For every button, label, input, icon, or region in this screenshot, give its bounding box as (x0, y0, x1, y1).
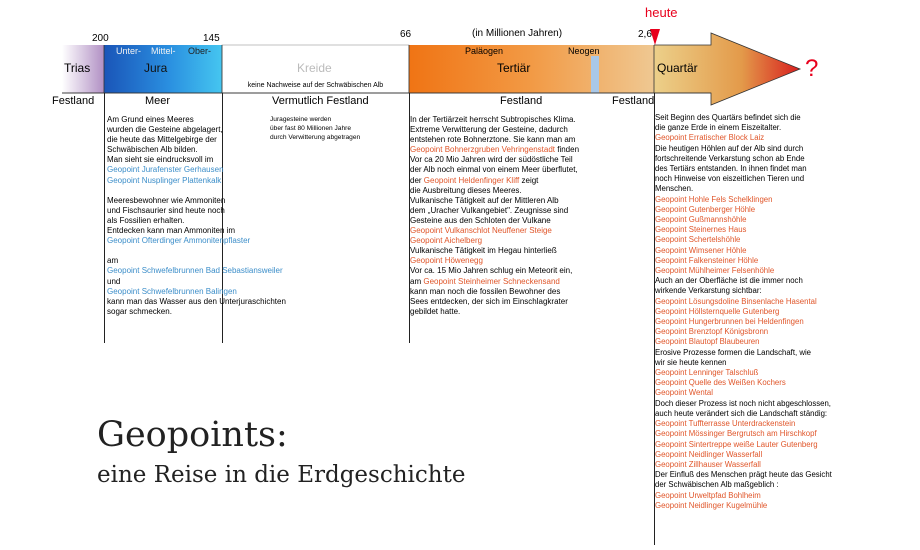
geopoint-link[interactable]: Geopoint Erratischer Block Laiz (655, 133, 765, 143)
tertiaer-band (409, 45, 654, 93)
text-line: Extreme Verwitterung der Gesteine, dadurch (410, 125, 568, 135)
text-line: wirkende Verkarstung sichtbar: (655, 286, 762, 296)
text-line: und (107, 276, 121, 286)
period-quartaer: Quartär (657, 61, 698, 75)
geopoint-link[interactable]: Geopoint Blautopf Blaubeuren (655, 337, 760, 347)
text-line: Sees entdecken, der sich im Einschlagkrater (410, 296, 568, 306)
text-line: Man sieht sie eindrucksvoll im (107, 155, 214, 165)
period-jura: Jura (144, 61, 168, 75)
tick-66: 66 (400, 29, 412, 40)
geopoint-link[interactable]: Geopoint Tuffterrasse Unterdrackenstein (655, 419, 796, 429)
text-line: Schwäbischen Alb bilden. (107, 145, 198, 155)
text-line-with-geopoint (410, 277, 579, 287)
geopoint-link[interactable]: Geopoint Neidlinger Kugelmühle (655, 500, 768, 510)
text-line: Doch dieser Prozess ist noch nicht abgeschlossen, (655, 398, 831, 408)
geopoint-link[interactable]: Geopoint Gußmannshöhle (655, 215, 747, 225)
geopoint-link[interactable]: Geopoint Hungerbrunnen bei Heldenfingen (655, 317, 804, 327)
text-line: über fast 80 Millionen Jahre (270, 125, 352, 132)
text-line: Der Einfluß des Menschen prägt heute das Gesicht (655, 470, 832, 480)
geopoint-link[interactable]: Geopoint Zillhauser Wasserfall (655, 459, 761, 469)
geopoint-link[interactable]: Geopoint Jurafenster Gerhausen (107, 165, 224, 175)
geopoint-link[interactable]: Geopoint Gutenberger Höhle (655, 204, 756, 214)
geopoint-link[interactable]: Geopoint Höwenegg (410, 256, 483, 266)
below-festland-trias: Festland (52, 95, 95, 107)
quartaer-column (655, 113, 832, 511)
text-line: fortschreitende Verkarstung schon ab Ende (655, 153, 805, 163)
text-line: am (107, 256, 119, 266)
tick-200: 200 (92, 33, 109, 44)
text-line: gebildet hatte. (410, 306, 461, 316)
text-line: Erosive Prozesse formen die Landschaft, wie (655, 347, 812, 357)
heute-label: heute (645, 5, 678, 20)
text-line: In der Tertiärzeit herrscht Subtropisches Klima. (410, 115, 576, 124)
geopoint-link[interactable]: Geopoint Mühlheimer Felsenhöhle (655, 266, 775, 276)
text-line-with-geopoint (410, 176, 579, 186)
text-line: und Fischsaurier sind heute noch (107, 205, 225, 215)
geopoint-link[interactable]: Geopoint Vulkanschlot Neuffener Steige (410, 226, 552, 236)
geopoint-link[interactable]: Geopoint Hohle Fels Schelklingen (655, 194, 773, 204)
geopoint-link[interactable]: Geopoint Schertelshöhle (655, 235, 741, 245)
jura-sub-unter: Unter- (116, 46, 142, 56)
text-line: Seit Beginn des Quartärs befindet sich die (655, 113, 801, 122)
below-vermutlich-festland: Vermutlich Festland (272, 95, 369, 107)
text-line: Am Grund eines Meeres (107, 115, 194, 124)
text-line: Vulkanische Tätigkeit im Hegau hinterließ (410, 246, 557, 256)
text-line: auch heute verändert sich die Landschaft ständig: (655, 408, 828, 418)
geopoint-link[interactable]: Geopoint Nusplinger Plattenkalk (107, 175, 222, 185)
text-line: wir sie heute kennen (655, 357, 727, 367)
geopoint-link[interactable]: Geopoint Falkensteiner Höhle (655, 255, 759, 265)
text-line: wurden die Gesteine abgelagert, (107, 125, 223, 135)
geopoint-link[interactable]: Geopoint Mössinger Bergrutsch am Hirschkopf (655, 429, 817, 439)
page-subtitle: eine Reise in die Erdgeschichte (97, 462, 466, 488)
text-line: Vulkanische Tätigkeit auf der Mittleren Alb (410, 195, 559, 205)
text-line: Gesteine aus den Schloten der Vulkane (410, 215, 551, 225)
text-line: durch Verwitterung abgetragen (270, 134, 361, 141)
geopoint-link[interactable]: Geopoint Urweltpfad Bohlheim (655, 490, 761, 500)
text-line: kann man noch die fossilen Bewohner des (410, 286, 561, 296)
question-mark: ? (805, 55, 819, 82)
kreide-note: keine Nachweise auf der Schwäbischen Alb (247, 82, 384, 89)
text-line: sogar schmecken. (107, 306, 172, 316)
text-line-with-geopoint (410, 145, 579, 155)
text-fragment: finden (555, 145, 580, 155)
text-line: Menschen. (655, 184, 694, 194)
text-line: Die heutigen Höhlen auf der Alb sind durch (655, 143, 804, 153)
geopoint-link[interactable]: Geopoint Schwefelbrunnen Bad Sebastiansweiler (107, 266, 283, 276)
neogen-marker (591, 56, 599, 93)
spacer (107, 246, 286, 256)
geopoint-link[interactable]: Geopoint Heldenfinger Kliff (423, 175, 520, 185)
period-trias: Trias (64, 61, 91, 75)
text-line: Vor ca 20 Mio Jahren wird der südöstliche Teil (410, 155, 573, 165)
geopoint-link[interactable]: Geopoint Quelle des Weißen Kochers (655, 378, 786, 388)
kreide-column (270, 115, 360, 142)
text-line: des Tertiärs entstanden. In ihnen findet man (655, 164, 807, 174)
geopoint-link[interactable]: Geopoint Steinheimer Schneckensand (423, 276, 560, 286)
tertiaer-column (410, 115, 579, 317)
below-festland-quartaer: Festland (612, 95, 655, 107)
period-kreide: Kreide (297, 61, 332, 75)
geopoint-link[interactable]: Geopoint Wimsener Höhle (655, 245, 747, 255)
text-line: kann man das Wasser aus den Unterjuraschichten (107, 296, 286, 306)
geopoint-link[interactable]: Geopoint Ofterdinger Ammonitenpflaster (107, 236, 251, 246)
jura-sub-mittel: Mittel- (151, 46, 176, 56)
page-title: Geopoints: (97, 415, 288, 455)
geopoint-link[interactable]: Geopoint Schwefelbrunnen Balingen (107, 286, 237, 296)
text-line: die Ausbreitung dieses Meeres. (410, 185, 522, 195)
jura-column (107, 115, 286, 317)
tick-145: 145 (203, 33, 220, 44)
text-line: noch Hinweise von eiszeitlichen Tieren und (655, 174, 805, 184)
geopoint-link[interactable]: Geopoint Neidlinger Wasserfall (655, 449, 763, 459)
geopoint-link[interactable]: Geopoint Steinernes Haus (655, 225, 747, 235)
text-fragment: am (410, 276, 424, 286)
geopoint-link[interactable]: Geopoint Lösungsdoline Binsenlache Hasental (655, 296, 817, 306)
text-line: dem „Uracher Vulkangebiet". Zeugnisse sind (410, 205, 569, 215)
text-line: Vor ca. 15 Mio Jahren schlug ein Meteorit ein, (410, 266, 573, 276)
text-line: Meeresbewohner wie Ammoniten (107, 195, 226, 205)
period-tertiaer: Tertiär (497, 61, 531, 75)
text-line: entstehen rote Bohnerztone. Sie kann man am (410, 135, 576, 145)
text-line: Auch an der Oberfläche ist die immer noch (655, 276, 803, 286)
geopoint-link[interactable]: Geopoint Wental (655, 388, 713, 398)
text-line: der Alb noch einmal von einem Meer überflutet, (410, 165, 578, 175)
geopoint-link[interactable]: Geopoint Bohnerzgruben Vehringenstadt (410, 145, 555, 155)
geopoint-link[interactable]: Geopoint Brenztopf Königsbronn (655, 327, 769, 337)
text-fragment: zeigt (519, 175, 539, 185)
text-line: die ganze Erde in einem Eiszeitalter. (655, 123, 782, 133)
below-festland-tertiaer: Festland (500, 95, 543, 107)
geopoint-link[interactable]: Geopoint Sintertreppe weiße Lauter Gutenberg (655, 439, 818, 449)
text-line: Entdecken kann man Ammoniten im (107, 226, 236, 236)
jura-sub-ober: Ober- (188, 46, 212, 56)
text-line: der Schwäbischen Alb maßgeblich : (655, 480, 779, 490)
text-line: die heute das Mittelgebirge der (107, 135, 217, 145)
period-palaeogen: Paläogen (465, 46, 504, 56)
text-fragment: der (410, 175, 424, 185)
below-meer: Meer (145, 95, 171, 107)
unit-label: (in Millionen Jahren) (472, 28, 563, 39)
geopoint-link[interactable]: Geopoint Lenninger Talschluß (655, 368, 759, 378)
text-line: Juragesteine werden (270, 116, 332, 123)
tick-2-6: 2,6 (638, 29, 652, 40)
text-line: als Fossilien erhalten. (107, 215, 185, 225)
divider-jura (104, 93, 105, 343)
period-neogen: Neogen (568, 46, 600, 56)
geopoint-link[interactable]: Geopoint Höllsternquelle Gutenberg (655, 306, 780, 316)
spacer (107, 186, 286, 196)
geopoint-link[interactable]: Geopoint Aichelberg (410, 236, 483, 246)
